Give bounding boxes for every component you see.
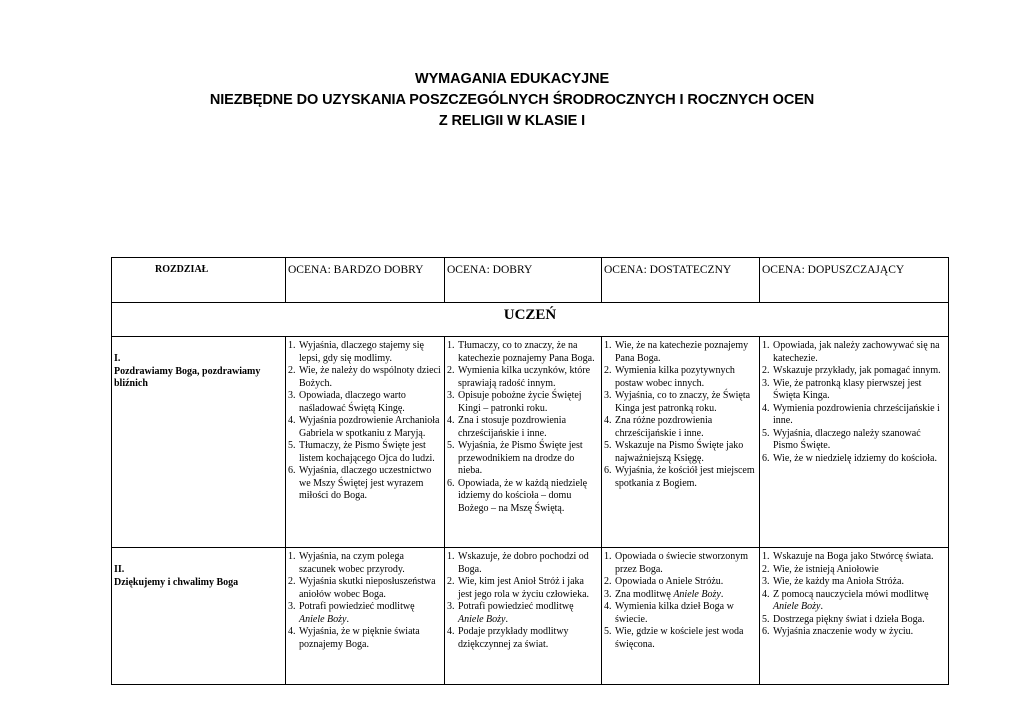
item-text: Wie, że każdy ma Anioła Stróża. (773, 576, 904, 587)
header-dobry: OCENA: DOBRY (445, 258, 602, 303)
item-text: Wie, że na katechezie poznajemy Pana Boga. (615, 340, 749, 364)
requirement-item (447, 390, 599, 415)
item-number: 1. (762, 551, 770, 562)
item-text: Wie, że w niedzielę idziemy do kościoła. (773, 452, 937, 464)
header-rozdzial: ROZDZIAŁ (112, 258, 286, 303)
subheader-uczen: UCZEŃ (112, 303, 949, 337)
requirement-item (447, 478, 599, 516)
item-number: 4. (288, 626, 296, 637)
requirement-item (762, 453, 946, 466)
item-number: 3. (447, 601, 455, 612)
item-text: Wyjaśnia, co to znaczy, że Święta Kinga jest patronką roku. (615, 390, 751, 414)
requirement-item (447, 601, 599, 626)
requirement-item (762, 626, 946, 639)
requirement-item (762, 589, 946, 614)
requirement-item (447, 340, 599, 365)
item-number: 5. (762, 427, 770, 439)
prayer-title: Aniele Boży (458, 613, 506, 625)
item-number: 2. (604, 365, 612, 376)
requirement-item (604, 390, 757, 415)
requirement-item (288, 626, 442, 651)
item-number: 3. (288, 601, 296, 612)
item-number: 3. (447, 390, 455, 401)
requirement-item (604, 465, 757, 490)
item-number: 4. (288, 415, 296, 426)
item-text: Wymienia kilka uczynków, które sprawiają radość innym. (458, 365, 591, 389)
header-row (112, 258, 949, 303)
item-number: 6. (762, 626, 770, 637)
item-number: 5. (447, 440, 455, 451)
item-text: Wie, kim jest Anioł Stróż i jaka jest jego rola w życiu człowieka. (458, 576, 590, 600)
requirement-item (762, 365, 946, 378)
document-title (0, 69, 1024, 132)
item-text: Zna modlitwę (615, 588, 674, 600)
item-number: 5. (604, 440, 612, 451)
requirement-item (288, 390, 442, 415)
requirement-item (288, 601, 442, 626)
item-text: Podaje przykłady modlitwy dziękczynnej za świat. (458, 626, 569, 650)
item-number: 2. (604, 576, 612, 587)
title-line-1: WYMAGANIA EDUKACYJNE (414, 71, 610, 87)
item-number: 4. (604, 601, 612, 612)
item-text: Wymienia kilka dzieł Boga w świecie. (615, 601, 734, 625)
requirement-item (762, 428, 946, 453)
item-number: 4. (762, 588, 770, 600)
item-text: Wyjaśnia, dlaczego uczestnictwo we Mszy Świętej jest wyrazem miłości do Boga. (299, 465, 432, 501)
prayer-title: Aniele Boży (299, 613, 347, 625)
item-text: Potrafi powiedzieć modlitwę (299, 601, 415, 612)
item-text: Opowiada, dlaczego warto naśladować Świętą Kingę. (299, 390, 406, 414)
item-number: 4. (447, 626, 455, 637)
item-text-end: . (346, 613, 349, 625)
grade-cell-bardzo-dobry (286, 337, 445, 548)
grade-cell-dobry (445, 337, 602, 548)
item-text: Potrafi powiedzieć modlitwę (458, 601, 574, 612)
item-text: Opowiada o Aniele Stróżu. (615, 576, 724, 587)
section-name-cell (112, 548, 286, 685)
section-name: Dziękujemy i chwalimy Boga (114, 576, 239, 588)
item-number: 2. (762, 365, 770, 376)
item-text: Wyjaśnia, że w pięknie świata poznajemy Boga. (299, 626, 420, 650)
item-text: Wyjaśnia skutki nieposłuszeństwa aniołów wobec Boga. (299, 576, 436, 600)
requirements-table (111, 257, 949, 685)
item-number: 4. (604, 415, 612, 426)
requirement-item (288, 465, 442, 503)
requirements-list (602, 548, 759, 651)
item-number: 5. (604, 626, 612, 637)
item-number: 2. (762, 563, 770, 575)
requirement-item (604, 576, 757, 589)
requirement-item (447, 365, 599, 390)
item-number: 2. (447, 576, 455, 587)
item-text: Wyjaśnia, dlaczego należy szanować Pismo Święte. (773, 427, 921, 451)
item-text: Wymienia pozdrowienia chrześcijańskie i inne. (773, 402, 940, 426)
item-number: 1. (447, 551, 455, 562)
item-text: Opowiada o świecie stworzonym przez Boga. (615, 551, 749, 575)
requirements-list (602, 337, 759, 490)
item-number: 1. (447, 340, 455, 351)
item-number: 4. (447, 415, 455, 426)
requirements-list (445, 548, 601, 651)
item-text: Zna różne pozdrowienia chrześcijańskie i inne. (615, 415, 713, 439)
grade-cell-dostateczny (602, 337, 760, 548)
item-text: Wyjaśnia, że kościół jest miejscem spotkania z Bogiem. (615, 465, 755, 489)
grade-cell-dobry (445, 548, 602, 685)
requirements-list (445, 337, 601, 515)
item-text: Tłumaczy, że Pismo Święte jest listem kochającego Ojca do ludzi. (299, 440, 435, 464)
item-number: 6. (447, 477, 455, 489)
item-number: 5. (288, 440, 296, 451)
item-number: 5. (762, 613, 770, 625)
requirement-item (447, 415, 599, 440)
item-text: Opowiada, że w każdą niedzielę idziemy do kościoła – domu Bożego – na Mszę Świętą. (458, 477, 588, 514)
section-name-cell (112, 337, 286, 548)
item-text: Wskazuje na Pismo Święte jako najważniejszą Księgę. (615, 440, 744, 464)
item-text: Dostrzega piękny świat i dzieła Boga. (773, 613, 925, 625)
requirement-item (604, 589, 757, 602)
item-number: 3. (288, 390, 296, 401)
item-text: Opowiada, jak należy zachowywać się na katechezie. (773, 340, 940, 364)
requirements-list (760, 548, 948, 639)
requirement-item (288, 415, 442, 440)
item-text: Wyjaśnia, na czym polega szacunek wobec przyrody. (299, 551, 405, 575)
title-line-2: NIEZBĘDNE DO UZYSKANIA POSZCZEGÓLNYCH ŚRODROCZNYCH I ROCZNYCH OCEN (209, 92, 815, 108)
requirement-item (447, 626, 599, 651)
item-text-end: . (820, 601, 823, 612)
item-number: 1. (762, 340, 770, 351)
requirement-item (604, 415, 757, 440)
item-text: Z pomocą nauczyciela mówi modlitwę (773, 588, 929, 600)
requirement-item (604, 365, 757, 390)
item-number: 3. (604, 588, 612, 600)
section-number: II. (114, 564, 125, 575)
section-number: I. (114, 353, 121, 364)
section-row (112, 548, 949, 685)
item-number: 3. (762, 377, 770, 389)
requirement-item (604, 626, 757, 651)
item-text-end: . (505, 613, 508, 625)
item-text: Wie, że istnieją Aniołowie (773, 563, 879, 575)
requirement-item (762, 614, 946, 627)
requirement-item (447, 576, 599, 601)
item-text: Wyjaśnia znaczenie wody w życiu. (773, 626, 914, 637)
requirement-item (604, 601, 757, 626)
requirement-item (604, 340, 757, 365)
requirement-item (288, 365, 442, 390)
requirements-list (286, 548, 444, 651)
item-text-end: . (720, 588, 724, 600)
item-text: Wie, że patronką klasy pierwszej jest Święta Kinga. (773, 377, 922, 401)
subheader-row (112, 303, 949, 337)
prayer-title: Aniele Boży (673, 588, 721, 600)
grade-cell-dostateczny (602, 548, 760, 685)
header-dostateczny: OCENA: DOSTATECZNY (602, 258, 760, 303)
header-bardzo-dobry: OCENA: BARDZO DOBRY (286, 258, 445, 303)
requirement-item (762, 340, 946, 365)
item-text: Wymienia kilka pozytywnych postaw wobec innych. (615, 365, 735, 389)
item-text: Wskazuje, że dobro pochodzi od Boga. (458, 551, 589, 575)
item-text: Wskazuje przykłady, jak pomagać innym. (773, 365, 941, 376)
item-text: Wyjaśnia pozdrowienie Archanioła Gabriela w spotkaniu z Maryją. (299, 415, 440, 439)
requirements-list (286, 337, 444, 503)
item-number: 1. (604, 551, 612, 562)
grade-cell-dopuszczajacy (760, 548, 949, 685)
item-number: 2. (447, 365, 455, 376)
requirement-item (288, 340, 442, 365)
grade-cell-dopuszczajacy (760, 337, 949, 548)
requirement-item (762, 551, 946, 564)
requirement-item (762, 378, 946, 403)
item-text: Wskazuje na Boga jako Stwórcę świata. (773, 551, 934, 562)
requirement-item (604, 551, 757, 576)
requirement-item (604, 440, 757, 465)
requirement-item (762, 576, 946, 589)
header-dopuszczajacy: OCENA: DOPUSZCZAJĄCY (760, 258, 949, 303)
item-text: Zna i stosuje pozdrowienia chrześcijańskie i inne. (458, 415, 567, 439)
item-number: 4. (762, 402, 770, 414)
requirement-item (762, 403, 946, 428)
item-text: Wie, gdzie w kościele jest woda święcona. (615, 626, 744, 650)
item-text: Wie, że należy do wspólnoty dzieci Bożych. (299, 365, 441, 389)
requirement-item (288, 576, 442, 601)
requirement-item (288, 551, 442, 576)
prayer-title: Aniele Boży (773, 601, 821, 612)
requirements-list (760, 337, 948, 465)
requirement-item (288, 440, 442, 465)
item-number: 6. (762, 452, 770, 464)
item-number: 2. (288, 365, 296, 376)
title-line-3: Z RELIGII W KLASIE I (438, 113, 586, 129)
item-text: Opisuje pobożne życie Świętej Kingi – patronki roku. (458, 390, 582, 414)
grade-cell-bardzo-dobry (286, 548, 445, 685)
item-number: 3. (762, 576, 770, 587)
requirement-item (447, 440, 599, 478)
section-row (112, 337, 949, 548)
item-number: 2. (288, 576, 296, 587)
item-number: 1. (288, 340, 296, 351)
item-number: 1. (604, 340, 612, 351)
item-number: 1. (288, 551, 296, 562)
item-text: Tłumaczy, co to znaczy, że na katechezie poznajemy Pana Boga. (458, 340, 595, 364)
item-number: 6. (288, 465, 296, 476)
section-name: Pozdrawiamy Boga, pozdrawiamy bliźnich (114, 365, 261, 389)
item-number: 6. (604, 465, 612, 476)
requirement-item (447, 551, 599, 576)
item-text: Wyjaśnia, dlaczego stajemy się lepsi, gdy się modlimy. (299, 340, 424, 364)
requirement-item (762, 564, 946, 577)
item-text: Wyjaśnia, że Pismo Święte jest przewodnikiem na drodze do nieba. (458, 440, 583, 476)
item-number: 3. (604, 390, 612, 401)
